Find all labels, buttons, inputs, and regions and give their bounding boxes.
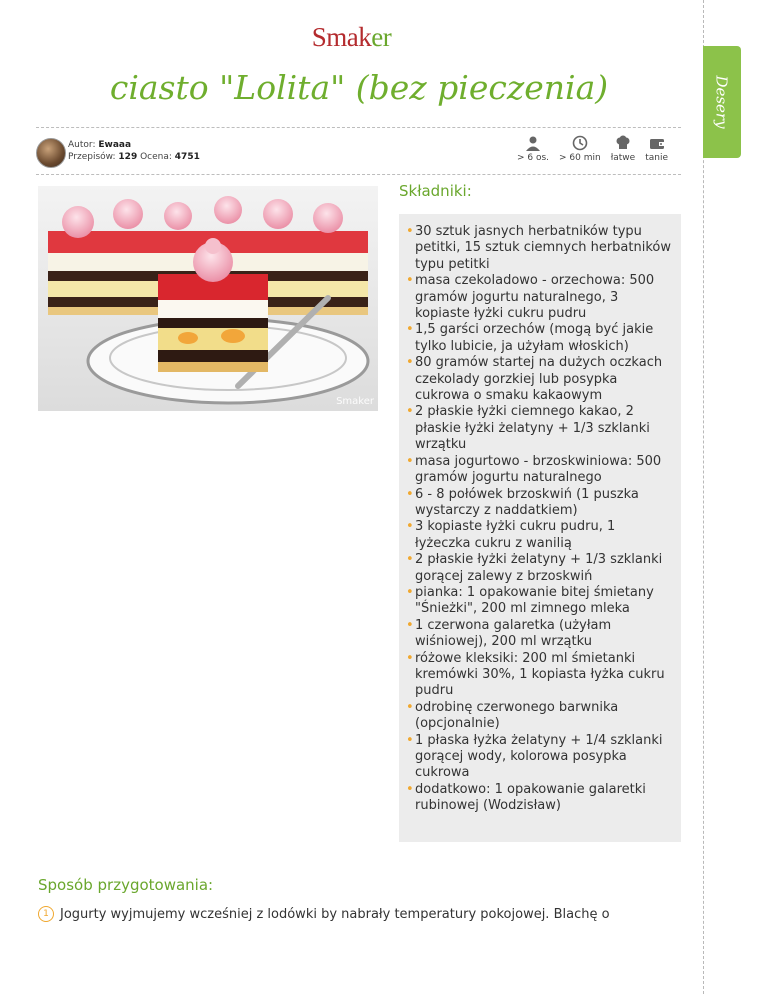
preparation-title: Sposób przygotowania: (38, 876, 214, 894)
ingredients-box (399, 214, 681, 842)
step-text: Jogurty wyjmujemy wcześniej z lodówki by nabrały temperatury pokojowej. Blachę o (60, 906, 610, 922)
cake-photo-illustration (38, 186, 378, 411)
smaker-logo[interactable] (0, 22, 703, 53)
ingredient-item: • 80 gramów startej na dużych oczkach czekolady gorzkiej lub posypka cukrowa o smaku kakaowym (415, 355, 673, 404)
difficulty-info (611, 135, 636, 163)
difficulty-label: łatwe (610, 153, 636, 163)
ingredient-item: • odrobinę czerwonego barwnika (opcjonalnie) (415, 700, 673, 733)
divider-bottom (36, 174, 681, 175)
time-label: > 60 min (559, 153, 601, 163)
clock-icon (571, 135, 589, 151)
ingredient-item: • masa jogurtowo - brzoskwiniowa: 500 gramów jogurtu naturalnego (415, 454, 673, 487)
servings-info (517, 135, 549, 163)
ingredient-item: • masa czekoladowo - orzechowa: 500 gramów jogurtu naturalnego, 3 kopiaste łyżki cukru pudru (415, 273, 673, 322)
logo-main: Smak (311, 22, 372, 52)
chef-hat-icon (614, 135, 632, 151)
ingredient-item: • 1,5 garści orzechów (mogą być jakie tylko lubicie, ja użyłam włoskich) (415, 322, 673, 355)
ingredient-item: • 1 płaska łyżka żelatyny + 1/4 szklanki gorącej wody, kolorowa posypka cukrowa (415, 733, 673, 782)
servings-label: > 6 os. (516, 153, 550, 163)
ingredient-item: • 2 płaskie łyżki żelatyny + 1/3 szklanki gorącej zalewy z brzoskwiń (415, 552, 673, 585)
recipe-info-icons (507, 135, 668, 163)
recipes-count: 129 (118, 152, 138, 162)
ingredients-title: Składniki: (399, 182, 472, 200)
author-avatar[interactable] (36, 138, 66, 168)
cost-info (645, 135, 668, 163)
ingredient-item: • pianka: 1 opakowanie bitej śmietany "Śnieżki", 200 ml zimnego mleka (415, 585, 673, 618)
ingredient-item: • 6 - 8 połówek brzoskwiń (1 puszka wystarczy z naddatkiem) (415, 487, 673, 520)
ingredients-list (399, 214, 681, 815)
rating-value: 4751 (174, 152, 200, 162)
ingredient-item: • różowe kleksiki: 200 ml śmietanki kremówki 30%, 1 kopiasta łyżka cukru pudru (415, 651, 673, 700)
recipe-photo[interactable] (38, 186, 378, 411)
ingredient-item: • 1 czerwona galaretka (użyłam wiśniowej), 200 ml wrzątku (415, 618, 673, 651)
divider-top (36, 127, 681, 128)
category-tab-label: Desery (713, 75, 731, 129)
author-meta (68, 139, 200, 163)
ingredient-item: • dodatkowo: 1 opakowanie galaretki rubinowej (Wodzisław) (415, 782, 673, 815)
photo-credit: Smaker (336, 396, 374, 407)
ingredient-item: • 30 sztuk jasnych herbatników typu petitki, 15 sztuk ciemnych herbatników typu petitki (415, 224, 673, 273)
cost-label: tanie (645, 153, 668, 163)
preparation-step (38, 906, 610, 922)
time-info (559, 135, 601, 163)
ingredient-item: • 2 płaskie łyżki ciemnego kakao, 2 płaskie łyżki żelatyny + 1/3 szklanki wrzątku (415, 404, 673, 453)
recipes-label: Przepisów: (68, 152, 116, 162)
rating-label: Ocena: (140, 152, 172, 162)
logo-accent: er (371, 22, 392, 52)
recipe-title: ciasto "Lolita" (bez pieczenia) (109, 68, 609, 107)
author-label: Autor: (68, 140, 96, 150)
ingredient-item: • 3 kopiaste łyżki cukru pudru, 1 łyżeczka cukru z wanilią (415, 519, 673, 552)
wallet-icon (648, 135, 666, 151)
person-icon (524, 135, 542, 151)
author-name[interactable]: Ewaaa (98, 140, 132, 150)
step-number: 1 (38, 906, 54, 922)
